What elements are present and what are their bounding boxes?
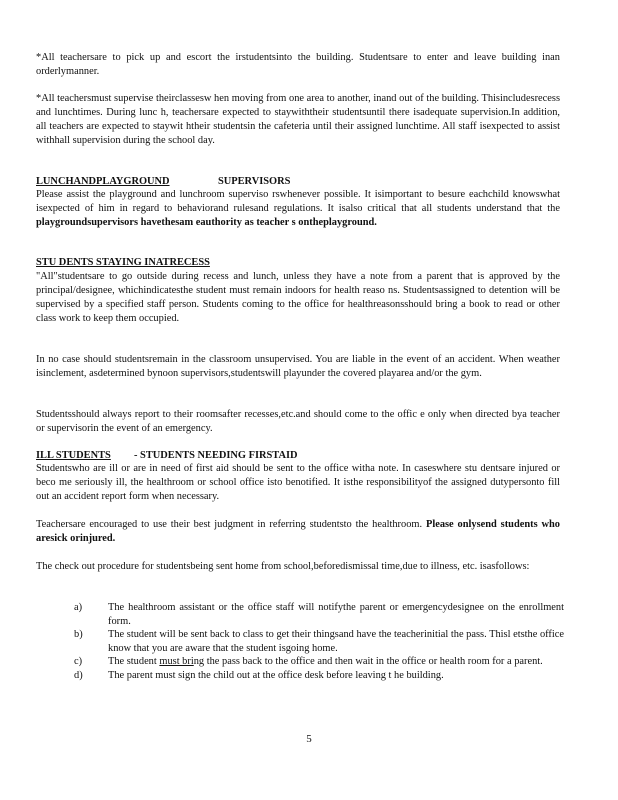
list-item-text-underlined: must bri <box>159 656 194 667</box>
paragraph-supervision: *All teachersmust supervise theirclassesw hen moving from one area to another, inand out of the building. Thisincludesrecess and lunchtimes. During lunc h, teachersare expected to staywiththeir studentsuntil there isadequate supervision.In addition, all teachers are expected to staywit htheir studentsin the cafeteria until their assigned lunchtime. All staff isexpected to assist withhall supervision during the school day. <box>36 93 560 146</box>
paragraph-judgment-text: Teachersare encouraged to use their best judgment in referring studentsto the healthroom. <box>36 519 426 530</box>
heading-ill-students-right: - STUDENTS NEEDING FIRSTAID <box>134 450 298 461</box>
list-item <box>74 669 564 683</box>
heading-lunch-playground <box>36 175 316 188</box>
paragraph-playground-text: Please assist the playground and lunchroom superviso rswhenever possible. It isimportant to besure eachchild knowswhat isexpected of him in regard to behaviorand rulesand regulations. It isalso critical that all students understand that the <box>36 189 560 214</box>
paragraph-first-aid: Studentswho are ill or are in need of first aid should be sent to the office witha note. In caseswhere stu dentsare injured or beco me seriously ill, the healthroom or school office isto benotified. It isthe responsibilityof the assigned dutypersonto fill out an accident report form when necessary. <box>36 463 560 502</box>
list-marker: d) <box>74 669 83 681</box>
heading-ill-students-left: ILL STUDENTS <box>36 450 111 461</box>
checkout-steps-list <box>74 601 564 682</box>
list-item <box>74 601 564 628</box>
list-item <box>74 628 564 655</box>
list-marker: c) <box>74 656 83 667</box>
list-item-text: The student will be sent back to class to get their thingsand have the teacherinitial the pass. Thisl etsthe office know that you are aware that the student isgoing home. <box>108 629 564 654</box>
list-item-text-pre: The student <box>108 656 160 667</box>
heading-ill-students <box>36 449 356 462</box>
paragraph-judgment <box>36 518 560 546</box>
paragraph-recess: "All"studentsare to go outside during recess and lunch, unless they have a note from a parent that is approved by the principal/designee, whichindicatesthe student must remain indoors for health reaso ns. Studentsassigned to detention will be supervised by a specified staff person. Students coming to the office for healthreasonsshould bring a book to read or other class work to keep them occupied. <box>36 271 560 324</box>
paragraph-playground-bold: playgroundsupervisors havethesam eauthority as teacher s ontheplayground. <box>36 217 377 228</box>
list-marker: a) <box>74 602 83 613</box>
heading-students-staying-in: STU DENTS STAYING INATRECESS <box>36 257 210 268</box>
page-number: 5 <box>306 733 312 745</box>
heading-lunch-playground-left: LUNCHANDPLAYGROUND <box>36 176 170 187</box>
paragraph-report: Studentsshould always report to their roomsafter recesses,etc.and should come to the offic e only when directed bya teacher or supervisorin the event of an emergency. <box>36 409 560 434</box>
list-marker: b) <box>74 629 83 640</box>
list-item-text-post: ng the pass back to the office and then wait in the office or health room for a parent. <box>193 656 543 667</box>
heading-lunch-playground-right: SUPERVISORS <box>218 176 291 187</box>
paragraph-unsupervised: In no case should studentsremain in the classroom unsupervised. You are liable in the event of an accident. When weather isinclement, asdetermined bynoon supervisors,studentswill playunder the covered playarea and/or the gym. <box>36 354 560 379</box>
paragraph-escort: *All teachersare to pick up and escort the irstudentsinto the building. Studentsare to enter and leave building inan orderlymanner. <box>36 52 560 77</box>
list-item-text: The parent must sign the child out at the office desk before leaving t he building. <box>108 669 444 681</box>
list-item-text: The healthroom assistant or the office staff will notifythe parent or emergencydesignee on the enrollment form. <box>108 602 564 627</box>
list-item <box>74 655 564 669</box>
paragraph-checkout: The check out procedure for studentsbeing sent home from school,beforedismissal time,due to illness, etc. isasfollows: <box>36 561 530 572</box>
paragraph-judgment-bold: Please onlysend students who aresick orinjured. <box>36 519 560 544</box>
paragraph-playground <box>36 188 560 230</box>
